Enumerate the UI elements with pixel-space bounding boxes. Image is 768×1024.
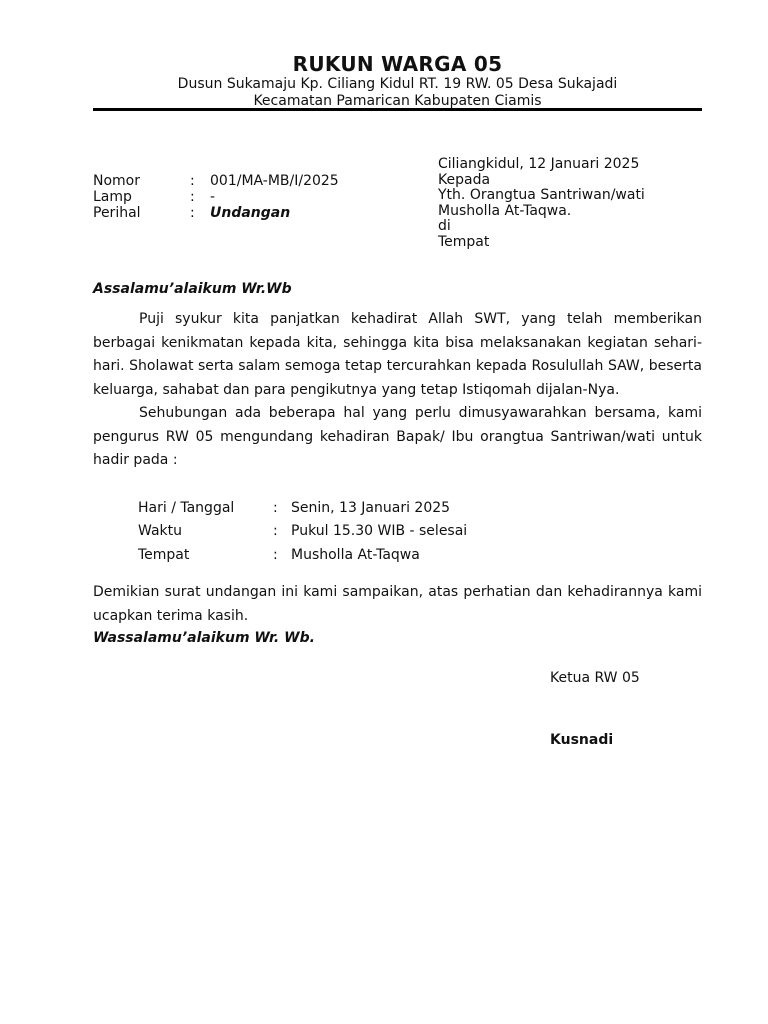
- meta-value: -: [210, 189, 216, 205]
- signatory-role: Ketua RW 05: [550, 670, 640, 686]
- meta-colon: :: [190, 205, 195, 221]
- greeting: Assalamu’alaikum Wr.Wb: [93, 281, 292, 297]
- letterhead-title: RUKUN WARGA 05: [292, 52, 503, 76]
- place-date: Ciliangkidul, 12 Januari 2025: [438, 156, 640, 172]
- meta-label: Nomor: [93, 173, 140, 189]
- schedule-label: Hari / Tanggal: [138, 500, 235, 516]
- meta-value: 001/MA-MB/I/2025: [210, 173, 339, 189]
- paragraph-opening: Puji syukur kita panjatkan kehadirat Allah SWT, yang telah memberikan berbagai kenikmatan kepada kita, sehingga kita bisa melaksanakan kegiatan sehari-hari. Sholawat serta salam semoga tetap tercurahkan kepada Rosulullah SAW, beserta keluarga, sahabat dan para pengikutnya yang tetap Istiqomah dijalan-Nya.: [93, 311, 702, 398]
- meta-label: Lamp: [93, 189, 132, 205]
- signatory-name: Kusnadi: [550, 732, 614, 748]
- schedule-value: Senin, 13 Januari 2025: [291, 500, 451, 516]
- schedule-colon: :: [273, 523, 278, 540]
- meta-colon: :: [190, 189, 195, 205]
- meta-value-subject: Undangan: [210, 205, 291, 221]
- meta-colon: :: [190, 173, 195, 189]
- schedule-value: Musholla At-Taqwa: [291, 546, 420, 563]
- recipient-tempat: Tempat: [438, 233, 490, 250]
- letterhead-address-line2: Kecamatan Pamarican Kabupaten Ciamis: [253, 93, 542, 109]
- meta-label: Perihal: [93, 205, 141, 221]
- letterhead-divider: [93, 108, 702, 111]
- recipient-block: [438, 157, 645, 251]
- recipient-to: Kepada: [438, 171, 491, 188]
- paragraph-invitation: Sehubungan ada beberapa hal yang perlu dimusyawarahkan bersama, kami pengurus RW 05 mengundang kehadiran Bapak/ Ibu orangtua Santriwan/wati untuk hadir pada :: [93, 405, 702, 468]
- schedule-colon: :: [273, 500, 278, 516]
- paragraph-closing: Demikian surat undangan ini kami sampaikan, atas perhatian dan kehadirannya kami ucapkan terima kasih.: [93, 584, 702, 624]
- schedule-label: Waktu: [138, 523, 182, 540]
- schedule-colon: :: [273, 546, 278, 563]
- recipient-di: di: [438, 218, 451, 235]
- schedule-label: Tempat: [138, 546, 190, 563]
- recipient-addressee: Yth. Orangtua Santriwan/wati: [438, 187, 645, 204]
- closing-salutation: Wassalamu’alaikum Wr. Wb.: [93, 630, 315, 646]
- schedule-value: Pukul 15.30 WIB - selesai: [291, 523, 468, 540]
- recipient-location: Musholla At-Taqwa.: [438, 202, 572, 219]
- letterhead-address-line1: Dusun Sukamaju Kp. Ciliang Kidul RT. 19 RW. 05 Desa Sukajadi: [177, 76, 618, 92]
